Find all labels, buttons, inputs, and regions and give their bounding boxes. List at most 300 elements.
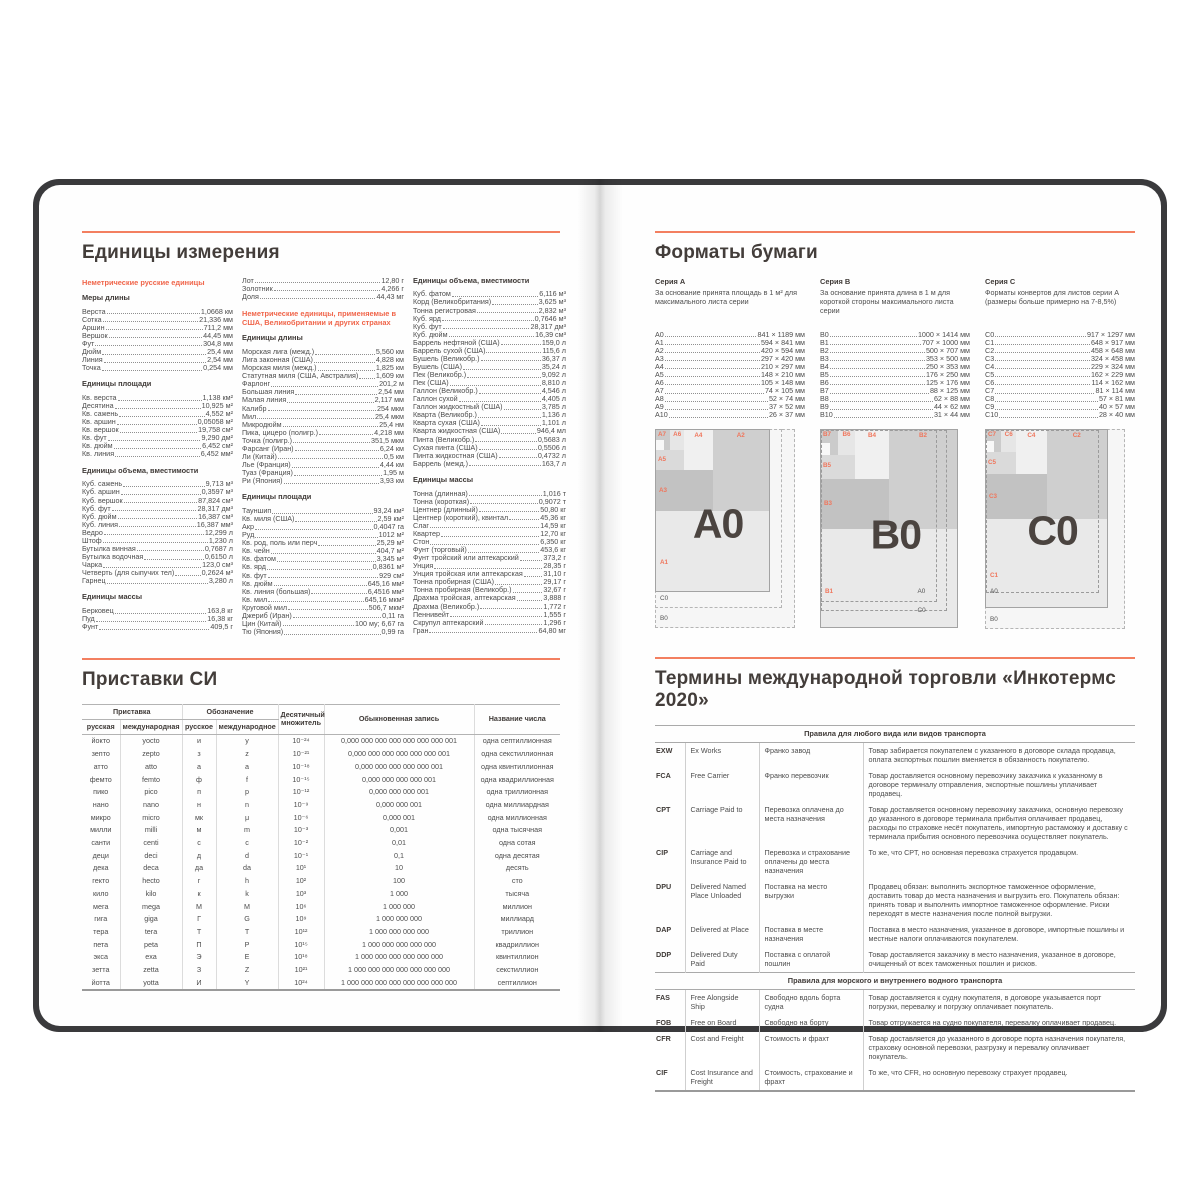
- measure-row: [413, 627, 566, 635]
- format-size: 125 × 176 мм: [925, 377, 970, 387]
- measure-name: Сухая пинта (США): [413, 442, 478, 452]
- measure-row: [242, 293, 404, 301]
- measure-name: Тонна (длинная): [413, 488, 468, 498]
- measure-value: 6,116 м³: [539, 289, 566, 299]
- dot-leader: [118, 400, 202, 401]
- measure-row: [82, 364, 233, 372]
- measure-name: Кв. верста: [82, 393, 117, 402]
- si-number-name: одна десятая: [474, 849, 560, 862]
- series-c-title: Серия C: [985, 276, 1016, 286]
- measure-value: 645,16 мм²: [367, 578, 404, 588]
- measure-value: 29,17 г: [543, 577, 566, 587]
- dot-leader: [478, 417, 541, 418]
- measure-value: 2,832 м³: [538, 305, 566, 315]
- measure-value: 4,546 л: [541, 386, 566, 396]
- measure-value: 4,266 г: [381, 283, 404, 293]
- si-plain-number: 1 000 000: [324, 900, 474, 913]
- measure-value: 123,0 см³: [202, 560, 233, 569]
- si-table-header: [82, 704, 560, 735]
- format-size: 353 × 500 мм: [925, 353, 970, 363]
- measure-value: 1,101 л: [541, 418, 566, 428]
- dot-leader: [995, 360, 1090, 361]
- measure-name: Куб. вершок: [82, 495, 123, 505]
- measure-value: 1,95 м: [383, 468, 404, 477]
- measure-name: Линия: [82, 355, 103, 364]
- format-size: 88 × 125 мм: [929, 385, 970, 395]
- format-row: [655, 411, 805, 419]
- measure-value: 10,925 м²: [201, 401, 233, 411]
- dot-leader: [665, 376, 760, 377]
- dot-leader: [118, 518, 198, 519]
- incoterm-description: Товар отгружается на судно покупателя, перевалку оплачивает продавец.: [863, 1015, 1135, 1031]
- incoterms-row: [655, 845, 1135, 879]
- incoterms-row: [655, 742, 1135, 768]
- measure-value: 25,4 нм: [379, 419, 404, 429]
- format-code: B5: [820, 369, 829, 379]
- measure-value: 14,59 кг: [540, 520, 566, 530]
- measure-value: 16,387 мм³: [196, 519, 233, 529]
- unit-rows: [242, 277, 404, 301]
- measure-value: 409,5 г: [210, 622, 233, 632]
- measure-value: 1,016 т: [542, 488, 566, 498]
- si-symbol-int: f: [216, 773, 278, 786]
- dot-leader: [509, 519, 539, 520]
- dot-leader: [102, 370, 202, 371]
- si-number-name: десять: [474, 862, 560, 875]
- dot-leader: [995, 409, 1098, 410]
- si-symbol-int: da: [216, 862, 278, 875]
- dot-leader: [295, 450, 379, 451]
- measure-value: 25,29 м²: [376, 538, 404, 548]
- format-code: C7: [985, 385, 995, 395]
- incoterm-name-en: Ex Works: [685, 742, 759, 768]
- si-prefix-rus: фемто: [89, 774, 112, 784]
- si-header-plain: Обыкновенная запись: [324, 704, 474, 735]
- unit-rows: [82, 480, 233, 585]
- section-rule: [655, 231, 1135, 233]
- measure-name: Драхма (Великобр.): [413, 601, 480, 611]
- si-number-name: одна миллионная: [474, 811, 560, 824]
- format-size: 324 × 458 мм: [1090, 353, 1135, 363]
- si-subheader-rus: русская: [82, 719, 120, 734]
- measure-value: 3,625 м³: [538, 297, 566, 307]
- measure-row: [82, 577, 233, 585]
- dot-leader: [475, 441, 537, 442]
- label-b5: B5: [823, 461, 832, 469]
- si-prefix-int: zetta: [120, 964, 182, 977]
- measure-value: 9,092 л: [541, 370, 566, 379]
- dot-leader: [486, 352, 541, 353]
- incoterm-name-ru: Поставка в месте назначения: [759, 922, 863, 947]
- format-size: 31 × 44 мм: [933, 410, 970, 420]
- measure-name: Галлон (Великобр.): [413, 386, 478, 396]
- si-symbol-int: Z: [216, 964, 278, 977]
- format-size: 81 × 114 мм: [1095, 385, 1135, 395]
- measure-value: 16,387 см³: [198, 511, 233, 521]
- format-row: [985, 411, 1135, 419]
- diagram-b0: [820, 429, 970, 643]
- measure-value: 3,888 г: [543, 593, 566, 603]
- measure-value: 9,713 м³: [205, 479, 233, 489]
- si-prefix-int: mega: [120, 900, 182, 913]
- label-c4: C4: [1027, 432, 1036, 440]
- incoterm-description: Товар доставляется заказчику в место назначения, указанное в договоре, очищенный от всех таможенных пошлин и рисков.: [863, 947, 1135, 973]
- measure-name: Верста: [82, 306, 106, 316]
- si-symbol-rus: а: [182, 760, 216, 773]
- dot-leader: [359, 378, 375, 379]
- si-prefix-rus: атто: [93, 761, 108, 771]
- measure-name: Куб. аршин: [82, 487, 120, 497]
- incoterm-name-en: Delivered Named Place Unloaded: [685, 879, 759, 922]
- incoterms-row: [655, 1015, 1135, 1031]
- dot-leader: [287, 402, 373, 403]
- measure-value: 711,2 мм: [203, 322, 233, 332]
- format-code: C4: [985, 361, 995, 371]
- dot-leader: [995, 401, 1098, 402]
- si-symbol-rus: д: [182, 849, 216, 862]
- si-symbol-int: n: [216, 799, 278, 812]
- format-size: 62 × 88 мм: [933, 394, 970, 403]
- si-symbol-int: E: [216, 951, 278, 964]
- incoterm-code: FOB: [656, 1018, 672, 1028]
- format-code: C0: [985, 329, 995, 339]
- measure-name: Мил: [242, 411, 257, 421]
- dot-leader: [665, 360, 760, 361]
- incoterm-code: FCA: [656, 771, 671, 781]
- unit-group-title: Единицы объема, вместимости: [413, 275, 530, 285]
- dot-leader: [278, 458, 383, 459]
- cell-a6: [670, 430, 684, 450]
- si-number-name: квадриллион: [474, 938, 560, 951]
- cell-a8: [656, 440, 664, 450]
- si-table-row: [82, 862, 560, 875]
- label-a1: A1: [660, 558, 669, 566]
- measure-value: 44,43 мг: [376, 291, 404, 301]
- si-prefix-int: nano: [120, 799, 182, 812]
- measure-name: Фут: [82, 338, 95, 348]
- unit-rows: [82, 607, 233, 631]
- format-size: 648 × 917 мм: [1090, 337, 1135, 347]
- si-multiplier: 10¹⁸: [278, 951, 324, 964]
- label-a0-dashed: A0: [990, 587, 998, 595]
- si-number-name: одна квинтиллионная: [474, 760, 560, 773]
- b0-sheet: [820, 429, 958, 628]
- dot-leader: [467, 377, 541, 378]
- measure-value: 159,0 л: [541, 337, 566, 347]
- measure-name: Акр: [242, 522, 254, 532]
- si-table-row: [82, 735, 560, 748]
- dot-leader: [830, 409, 933, 410]
- si-multiplier: 10³: [278, 888, 324, 901]
- dot-leader: [137, 550, 204, 551]
- a0-sheet: [655, 429, 770, 592]
- format-code: C3: [985, 353, 995, 363]
- measure-name: Руд: [242, 530, 255, 540]
- measure-name: Унция тройская или аптекарская: [413, 569, 523, 579]
- measure-name: Дюйм: [82, 346, 102, 356]
- measure-value: 5,560 км: [375, 347, 404, 357]
- measure-name: Бушель (Великобр.): [413, 353, 480, 363]
- dot-leader: [995, 393, 1094, 394]
- format-code: B6: [820, 377, 829, 387]
- si-multiplier: 10²¹: [278, 964, 324, 977]
- measure-name: Пек (США): [413, 378, 449, 388]
- measure-name: Статутная миля (США, Австралия): [242, 371, 359, 381]
- si-number-name: триллион: [474, 926, 560, 939]
- si-symbol-rus: мк: [182, 811, 216, 824]
- incoterms-table: [655, 725, 1135, 1092]
- measure-name: Микродюйм: [242, 419, 282, 429]
- dot-leader: [277, 561, 376, 562]
- dot-leader: [95, 345, 202, 346]
- measure-value: 453,6 кг: [540, 545, 566, 555]
- measure-name: Кв. дюйм: [82, 441, 113, 451]
- measure-name: Кв. фатом: [242, 554, 276, 564]
- si-multiplier: 10⁻⁶: [278, 811, 324, 824]
- dot-leader: [114, 448, 202, 449]
- units-column-3: [413, 277, 566, 645]
- measure-name: Круговой мил: [242, 602, 288, 612]
- si-multiplier: 10⁶: [278, 900, 324, 913]
- incoterms-row: [655, 768, 1135, 802]
- measure-row: [82, 623, 233, 631]
- unit-group-title: Единицы длины: [242, 333, 303, 343]
- units-title: Единицы измерения: [82, 241, 280, 263]
- si-symbol-int: a: [216, 760, 278, 773]
- si-header-number-name: Название числа: [474, 704, 560, 735]
- measure-name: Унция: [413, 561, 434, 571]
- measure-name: Лига законная (США): [242, 355, 313, 365]
- measure-value: 0,05058 м²: [197, 417, 233, 427]
- dot-leader: [480, 608, 542, 609]
- dot-leader: [112, 510, 197, 511]
- format-size: 500 × 707 мм: [925, 345, 970, 355]
- si-prefix-int: hecto: [120, 875, 182, 888]
- measure-name: Гарнец: [82, 576, 106, 586]
- si-plain-number: 1 000 000 000: [324, 913, 474, 926]
- dot-leader: [121, 494, 201, 495]
- si-multiplier: 10⁻²⁴: [278, 735, 324, 748]
- incoterm-name-en: Free Carrier: [685, 768, 759, 802]
- si-table-row: [82, 913, 560, 926]
- format-size: 297 × 420 мм: [760, 353, 805, 363]
- measure-value: 0,254 мм: [203, 363, 233, 373]
- dot-leader: [255, 282, 381, 283]
- incoterm-description: Товар доставляется к судну покупателя, в договоре указывается порт погрузки, перевалку и погрузку оплачивает покупатель.: [863, 989, 1135, 1015]
- measure-value: 28,35 г: [543, 561, 566, 571]
- dot-leader: [293, 442, 370, 443]
- label-a4: A4: [694, 432, 703, 440]
- dot-leader: [995, 336, 1086, 337]
- dot-leader: [477, 312, 538, 313]
- measure-name: Бутылка водочная: [82, 551, 144, 561]
- dot-leader: [470, 503, 538, 504]
- format-code: A6: [655, 377, 664, 387]
- cell-a5: [656, 450, 684, 470]
- dot-leader: [107, 583, 208, 584]
- incoterms-section-header: [655, 972, 1135, 989]
- si-multiplier: 10⁻¹⁵: [278, 773, 324, 786]
- dot-leader: [504, 409, 541, 410]
- si-symbol-int: k: [216, 888, 278, 901]
- dot-leader: [117, 424, 197, 425]
- measure-name: Квартер: [413, 528, 440, 538]
- dot-leader: [485, 624, 543, 625]
- label-b0-dashed: B0: [990, 616, 998, 624]
- incoterms-section-sea-transport: [655, 972, 1135, 1091]
- si-prefix-int: deci: [120, 849, 182, 862]
- si-plain-number: 0,001: [324, 824, 474, 837]
- si-prefix-rus: тера: [93, 927, 109, 936]
- measure-name: Куб. фут: [82, 503, 111, 513]
- measure-value: 373,2 г: [543, 553, 566, 563]
- dot-leader: [830, 393, 929, 394]
- si-symbol-int: p: [216, 786, 278, 799]
- measure-row: [242, 628, 404, 636]
- label-a5: A5: [658, 455, 667, 463]
- dot-leader: [103, 321, 199, 322]
- measure-name: Кв. род, поль или перч: [242, 538, 318, 548]
- page-left: [39, 185, 600, 1026]
- incoterm-name-en: Carriage Paid to: [685, 802, 759, 845]
- measure-name: Фарсанг (Иран): [242, 443, 294, 453]
- label-b0-dashed: B0: [660, 615, 668, 623]
- measure-name: Кв. фут: [82, 433, 107, 443]
- cell-a7: [656, 430, 670, 450]
- dot-leader: [479, 393, 541, 394]
- measure-value: 351,5 мкм: [370, 435, 404, 445]
- dot-leader: [274, 290, 381, 291]
- measure-name: Тю (Япония): [242, 626, 284, 636]
- incoterms-section-header-label: Правила для морского и внутреннего водного транспорта: [655, 972, 1135, 989]
- measure-value: 45,36 кг: [540, 512, 566, 522]
- incoterm-name-ru: Свободно вдоль борта судна: [759, 989, 863, 1015]
- si-number-name: секстиллион: [474, 964, 560, 977]
- si-prefix-rus: пико: [93, 787, 109, 797]
- measure-name: Большая линия: [242, 387, 295, 397]
- section-rule: [82, 658, 560, 660]
- dot-leader: [995, 344, 1090, 345]
- measure-name: Фунт: [82, 622, 99, 632]
- measure-name: Штоф: [82, 535, 102, 545]
- dot-leader: [144, 559, 203, 560]
- measure-value: 645,16 мкм²: [364, 594, 404, 604]
- series-c-desc: Форматы конвертов для листов серии A (размеры больше примерно на 7-8,5%): [985, 287, 1119, 306]
- si-prefix-int: atto: [120, 760, 182, 773]
- unit-group-title: Меры длины: [82, 292, 130, 302]
- units-columns: [82, 275, 566, 645]
- dot-leader: [255, 529, 373, 530]
- format-code: B0: [820, 329, 829, 339]
- big-label-a0: A0: [692, 500, 744, 547]
- dot-leader: [123, 486, 205, 487]
- si-prefix-rus: санти: [91, 838, 111, 848]
- measure-name: Морская миля (межд.): [242, 363, 317, 373]
- si-number-name: одна септиллионная: [474, 735, 560, 748]
- format-code: C6: [985, 377, 995, 387]
- label-c1: C1: [990, 571, 999, 579]
- format-size: 114 × 162 мм: [1091, 377, 1135, 387]
- units-column-2: [242, 277, 404, 645]
- si-plain-number: 1 000 000 000 000 000 000: [324, 951, 474, 964]
- si-prefix-int: peta: [120, 938, 182, 951]
- incoterm-code: CPT: [656, 805, 671, 815]
- format-size: 1000 × 1414 мм: [917, 329, 970, 339]
- series-b: [820, 277, 970, 420]
- dot-leader: [469, 495, 542, 496]
- measure-value: 4,218 мм: [374, 427, 404, 437]
- dot-leader: [115, 456, 200, 457]
- measure-value: 0,5683 л: [537, 434, 566, 444]
- dot-leader: [995, 352, 1090, 353]
- incoterm-description: Продавец обязан: выполнить экспортное таможенное оформление, доставить товар до места назначения и выгрузить его. Покупатель обязан: принять товар и выполнить импортное таможенное оформление. Риски переходят в месте назначения после полной выгрузки.: [863, 879, 1135, 922]
- measure-value: 0,7646 м³: [534, 313, 566, 323]
- format-code: B2: [820, 345, 829, 355]
- incoterm-code: DAP: [656, 925, 672, 935]
- format-size: 250 × 353 мм: [925, 361, 970, 371]
- unit-group: [82, 380, 233, 458]
- measure-name: Баррель нефтяной (США): [413, 337, 500, 347]
- label-a7: A7: [658, 431, 667, 439]
- si-number-name: одна квадриллионная: [474, 773, 560, 786]
- measure-name: Куб. дюйм: [82, 511, 117, 521]
- measure-value: 304,8 мм: [203, 338, 233, 348]
- measure-name: Тонна регистровая: [413, 305, 476, 315]
- notebook-cover: [33, 179, 1167, 1087]
- dot-leader: [284, 634, 380, 635]
- unit-group: [242, 309, 404, 485]
- measure-value: 0,11 га: [382, 610, 404, 620]
- measure-value: 254 мкм: [376, 403, 404, 413]
- measure-value: 12,299 л: [204, 527, 233, 537]
- section-rule: [82, 231, 560, 233]
- dot-leader: [267, 569, 372, 570]
- si-plain-number: 10: [324, 862, 474, 875]
- measure-value: 4,44 км: [379, 459, 404, 469]
- dot-leader: [463, 369, 541, 370]
- si-multiplier: 10⁻¹²: [278, 786, 324, 799]
- measure-name: Золотник: [242, 283, 273, 293]
- measure-name: Центнер (длинный): [413, 504, 478, 514]
- dot-leader: [830, 352, 925, 353]
- measure-name: Драхма тройская, аптекарская: [413, 593, 516, 603]
- dot-leader: [314, 362, 375, 363]
- series-a: [655, 277, 805, 420]
- format-code: B9: [820, 402, 829, 412]
- label-a0-dashed: A0: [917, 587, 926, 595]
- dot-leader: [513, 592, 543, 593]
- incoterm-description: Товар забирается покупателем с указанного в договоре склада продавца, оплата экспортных пошлин вменяется в обязанность покупателю.: [863, 742, 1135, 768]
- incoterm-name-en: Free on Board: [685, 1015, 759, 1031]
- dot-leader: [294, 475, 382, 476]
- measure-name: Бушель (США): [413, 361, 462, 371]
- incoterm-code: DDP: [656, 950, 672, 960]
- incoterm-name-en: Carriage and Insurance Paid to: [685, 845, 759, 879]
- si-number-name: септиллион: [474, 976, 560, 990]
- dot-leader: [830, 401, 933, 402]
- dot-leader: [106, 329, 203, 330]
- measure-name: Кв. дюйм: [242, 578, 273, 588]
- format-size: 40 × 57 мм: [1098, 402, 1135, 412]
- incoterm-name-en: Delivered at Place: [685, 922, 759, 947]
- si-prefixes-table: [82, 704, 560, 992]
- format-code: C10: [985, 410, 999, 420]
- measure-value: 6,24 км: [379, 443, 404, 453]
- measure-name: Малая линия: [242, 395, 287, 405]
- si-prefix-int: tera: [120, 926, 182, 939]
- dot-leader: [524, 576, 543, 577]
- diagram-a0: [655, 429, 805, 643]
